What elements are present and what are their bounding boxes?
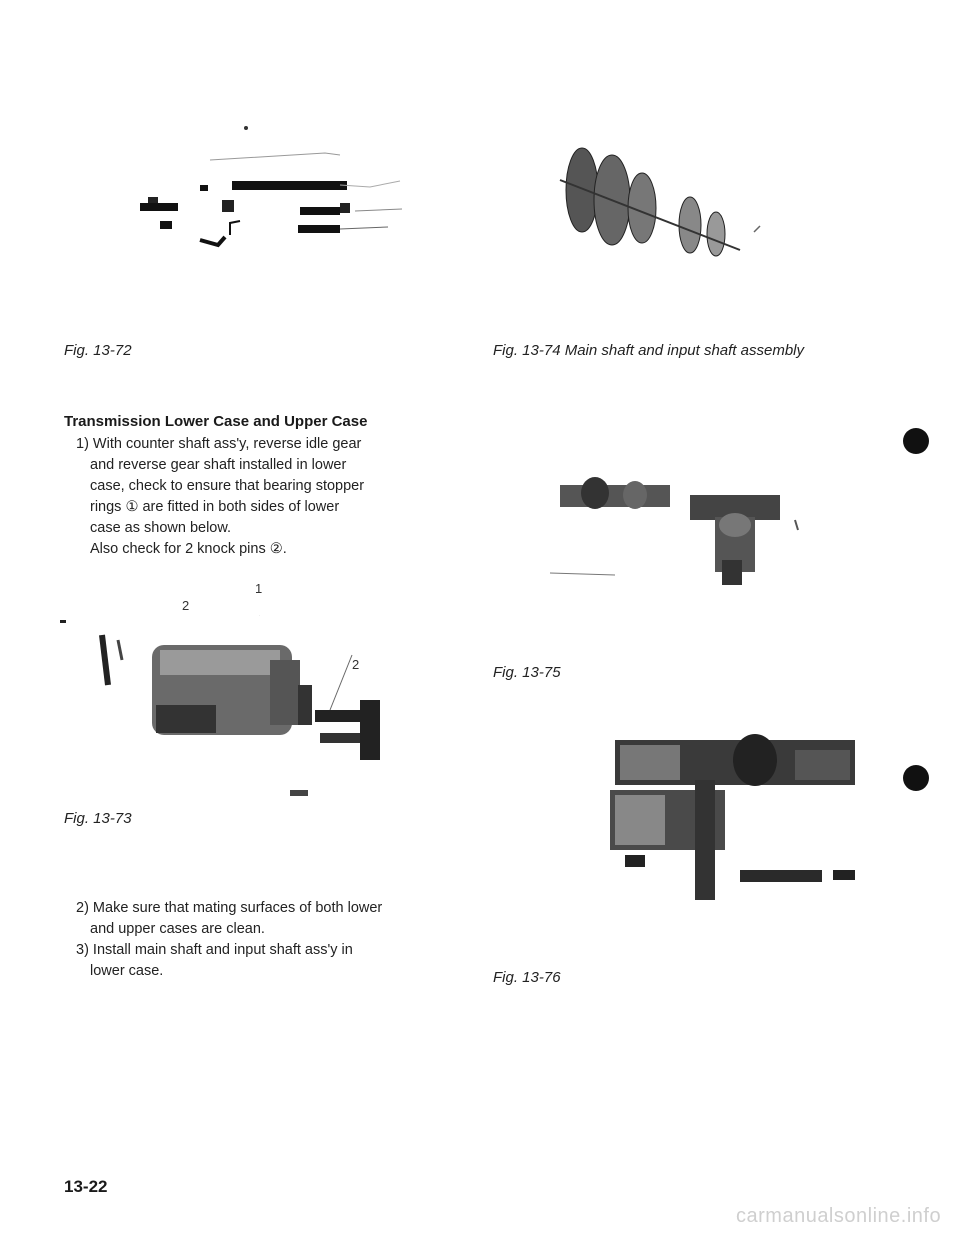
figure-13-72-image: [140, 115, 440, 275]
page-number: 13-22: [64, 1177, 108, 1196]
step-1-line: case as shown below.: [90, 520, 232, 536]
bullet-dot: [903, 428, 929, 454]
figure-13-73-callout: 1: [255, 581, 263, 596]
figure-13-74-image: [540, 130, 800, 270]
figure-13-73-callout: 2: [352, 657, 360, 672]
step-1-line: rings ① are fitted in both sides of lower: [90, 499, 340, 515]
figure-13-73-caption: Fig. 13-73: [64, 810, 132, 827]
figure-13-74-caption: Fig. 13-74 Main shaft and input shaft assembly: [493, 342, 805, 359]
figure-13-76-image: [595, 720, 865, 920]
step-3-line: 3) Install main shaft and input shaft ass'y in: [76, 942, 353, 958]
figure-13-75-image: [540, 465, 830, 595]
step-1-line: Also check for 2 knock pins ②.: [90, 541, 287, 557]
step-1-line: and reverse gear shaft installed in lower: [90, 457, 347, 473]
figure-13-72-caption: Fig. 13-72: [64, 342, 132, 359]
section-heading: Transmission Lower Case and Upper Case: [64, 413, 368, 430]
step-3-line: lower case.: [90, 963, 164, 979]
step-1-line: 1) With counter shaft ass'y, reverse idle gear: [76, 436, 362, 452]
figure-13-73-callout: 2: [182, 598, 190, 613]
step-2-line: and upper cases are clean.: [90, 921, 265, 937]
figure-13-73-image: [60, 615, 380, 805]
watermark: carmanualsonline.info: [736, 1205, 942, 1227]
step-1-paragraph: [64, 434, 444, 560]
step-2-line: 2) Make sure that mating surfaces of both lower: [76, 900, 383, 916]
figure-13-75-caption: Fig. 13-75: [493, 664, 561, 681]
step-2-3-paragraph: [64, 898, 444, 982]
figure-13-76-caption: Fig. 13-76: [493, 969, 561, 986]
bullet-dot: [903, 765, 929, 791]
step-1-line: case, check to ensure that bearing stopper: [90, 478, 365, 494]
